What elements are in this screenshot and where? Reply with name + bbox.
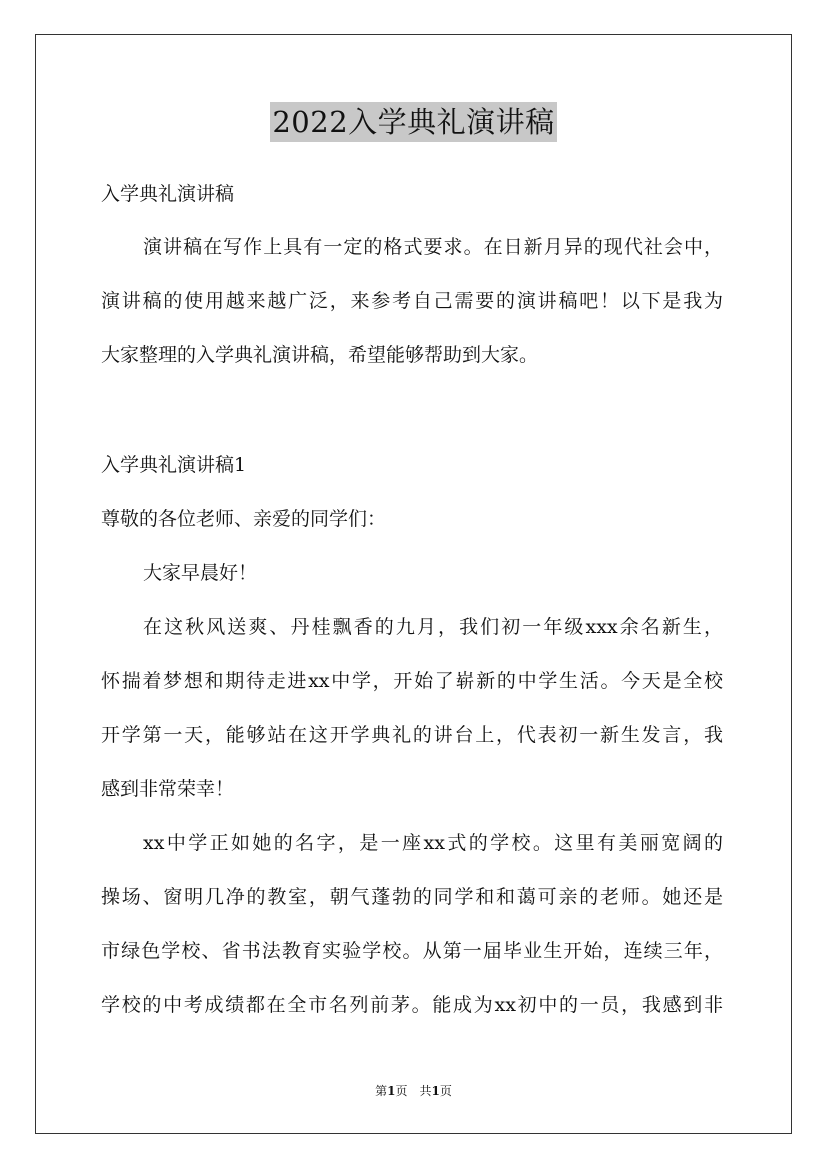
section-heading: 入学典礼演讲稿1 bbox=[101, 454, 247, 476]
footer-page-mid: 页 共 bbox=[395, 1084, 432, 1098]
paragraph2-line-2: 操场、窗明几净的教室，朝气蓬勃的同学和和蔼可亲的老师。她还是 bbox=[101, 886, 723, 908]
subtitle: 入学典礼演讲稿 bbox=[101, 183, 235, 205]
intro-line-1: 演讲稿在写作上具有一定的格式要求。在日新月异的现代社会中， bbox=[143, 236, 723, 258]
document-title: 2022入学典礼演讲稿 bbox=[270, 102, 556, 142]
paragraph2-line-4: 学校的中考成绩都在全市名列前茅。能成为xx初中的一员，我感到非 bbox=[101, 994, 723, 1016]
paragraph2-line-1: xx中学正如她的名字，是一座xx式的学校。这里有美丽宽阔的 bbox=[143, 832, 723, 854]
paragraph1-line-1: 在这秋风送爽、丹桂飘香的九月，我们初一年级xxx余名新生， bbox=[143, 616, 723, 638]
paragraph1-line-3: 开学第一天，能够站在这开学典礼的讲台上，代表初一新生发言，我 bbox=[101, 724, 723, 746]
greeting: 大家早晨好！ bbox=[143, 562, 258, 584]
footer-page-number: 1 bbox=[387, 1084, 396, 1098]
footer-page-suffix: 页 bbox=[439, 1084, 452, 1098]
footer-page-prefix: 第 bbox=[375, 1084, 388, 1098]
title-container bbox=[0, 102, 827, 142]
footer-page-total: 1 bbox=[431, 1084, 440, 1098]
paragraph1-line-4: 感到非常荣幸！ bbox=[101, 778, 235, 800]
intro-line-3: 大家整理的入学典礼演讲稿，希望能够帮助到大家。 bbox=[101, 344, 539, 366]
intro-line-2: 演讲稿的使用越来越广泛，来参考自己需要的演讲稿吧！以下是我为 bbox=[101, 290, 723, 312]
paragraph2-line-3: 市绿色学校、省书法教育实验学校。从第一届毕业生开始，连续三年， bbox=[101, 940, 723, 962]
page-footer bbox=[0, 1083, 827, 1099]
salutation: 尊敬的各位老师、亲爱的同学们： bbox=[101, 508, 387, 530]
paragraph1-line-2: 怀揣着梦想和期待走进xx中学，开始了崭新的中学生活。今天是全校 bbox=[101, 670, 723, 692]
